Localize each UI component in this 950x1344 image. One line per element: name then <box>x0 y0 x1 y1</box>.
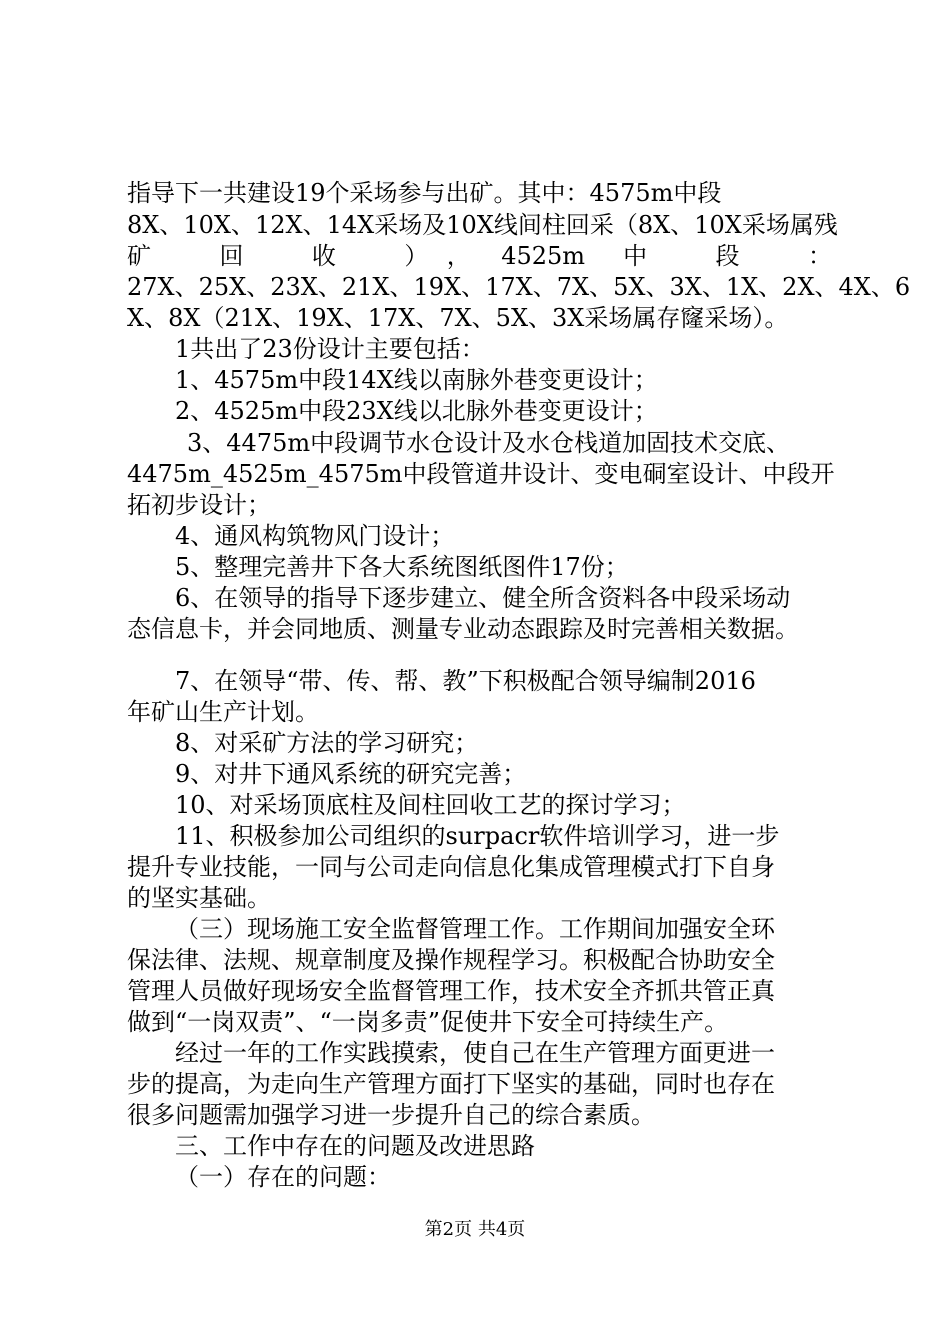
subsection-heading: （一）存在的问题： <box>175 1163 391 1191</box>
page-footer: 第2页 共4页 <box>424 1219 526 1240</box>
text-line: 1、4575m中段14X线以南脉外巷变更设计； <box>175 366 658 394</box>
text-line: 1共出了23份设计主要包括： <box>175 335 485 363</box>
text-line: X、8X（21X、19X、17X、7X、5X、3X采场属存窿采场）。 <box>127 304 789 332</box>
text-line: 拓初步设计； <box>127 491 271 519</box>
text-line: 指导下一共建设19个采场参与出矿。其中：4575m中段 <box>127 179 722 207</box>
text-line: 8X、10X、12X、14X采场及10X线间柱回采（8X、10X采场属残 <box>127 211 838 239</box>
text-line: 经过一年的工作实践摸索，使自己在生产管理方面更进一 <box>175 1039 775 1067</box>
text-line: 保法律、法规、规章制度及操作规程学习。积极配合协助安全 <box>127 946 775 974</box>
text-line: 10、对采场顶底柱及间柱回收工艺的探讨学习； <box>175 791 686 819</box>
text-line: 11、积极参加公司组织的surpacr软件培训学习，进一步 <box>175 822 780 850</box>
text-line: 管理人员做好现场安全监督管理工作，技术安全齐抓共管正真 <box>127 977 775 1005</box>
text-line: 提升专业技能，一同与公司走向信息化集成管理模式打下自身 <box>127 853 775 881</box>
text-line: 7、在领导“带、传、帮、教”下积极配合领导编制2016 <box>175 667 756 695</box>
text-line: 27X、25X、23X、21X、19X、17X、7X、5X、3X、1X、2X、4X、6 <box>127 273 911 301</box>
text-line: 9、对井下通风系统的研究完善； <box>175 760 527 788</box>
text-line: 3、4475m中段调节水仓设计及水仓栈道加固技术交底、 <box>187 429 791 457</box>
text-line: 8、对采矿方法的学习研究； <box>175 729 479 757</box>
text-line: 矿 回 收 ），4525m 中 段 ： <box>127 242 832 270</box>
text-line: （三）现场施工安全监督管理工作。工作期间加强安全环 <box>175 915 775 943</box>
text-line: 的坚实基础。 <box>127 884 271 912</box>
text-line: 2、4525m中段23X线以北脉外巷变更设计； <box>175 397 658 425</box>
text-line: 4475m_4525m_4575m中段管道井设计、变电硐室设计、中段开 <box>127 460 835 488</box>
text-line: 很多问题需加强学习进一步提升自己的综合素质。 <box>127 1101 655 1129</box>
text-line: 做到“一岗双责”、“一岗多责”促使井下安全可持续生产。 <box>127 1008 729 1036</box>
text-line: 步的提高，为走向生产管理方面打下坚实的基础，同时也存在 <box>127 1070 775 1098</box>
text-line: 年矿山生产计划。 <box>127 698 319 726</box>
text-line: 6、在领导的指导下逐步建立、健全所含资料各中段采场动 <box>175 584 791 612</box>
text-line: 5、整理完善井下各大系统图纸图件17份； <box>175 553 629 581</box>
text-line: 4、通风构筑物风门设计； <box>175 522 455 550</box>
text-line: 态信息卡，并会同地质、测量专业动态跟踪及时完善相关数据。 <box>127 615 799 643</box>
section-heading: 三、工作中存在的问题及改进思路 <box>175 1132 535 1160</box>
